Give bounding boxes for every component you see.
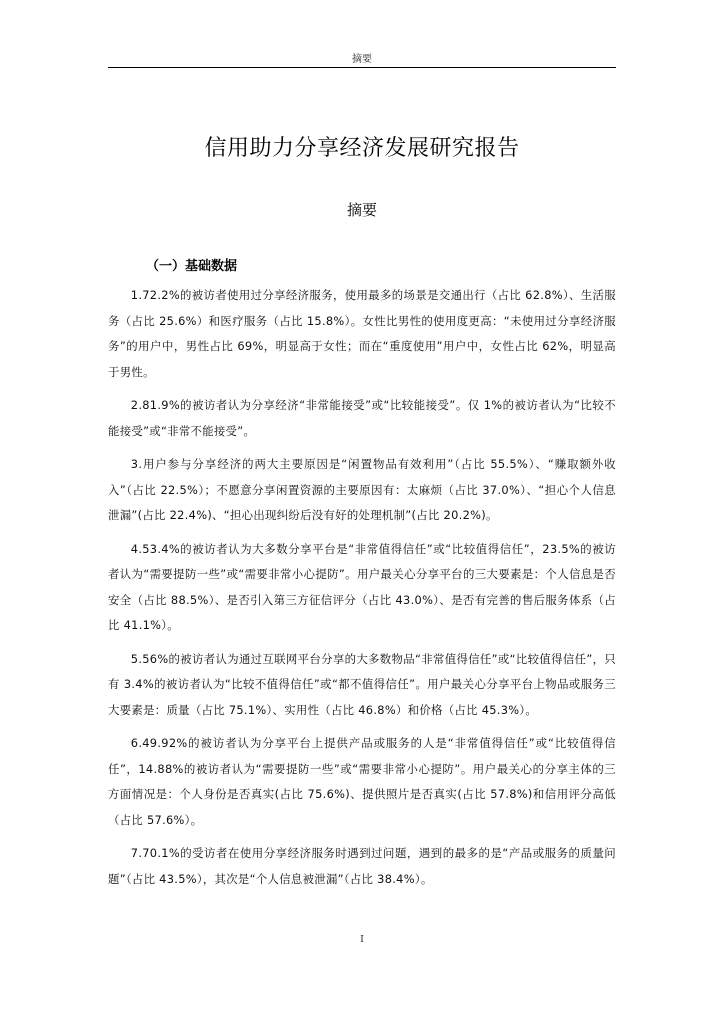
body-text <box>108 283 616 900</box>
header-rule <box>108 67 616 68</box>
paragraph-3: 3.用户参与分享经济的两大主要原因是“闲置物品有效利用”（占比 55.5%）、“赚取额外收入”（占比 22.5%）；不愿意分享闲置资源的主要原因有：太麻烦（占比 37.0%）、“担心个人信息泄漏”(占比 22.4%)、“担心出现纠纷后没有好的处理机制”(占比 20.2%)。 <box>108 457 616 522</box>
document-title: 信用助力分享经济发展研究报告 <box>204 136 520 161</box>
abstract-heading: 摘要 <box>346 201 377 219</box>
paragraph-6: 6.49.92%的被访者认为分享平台上提供产品或服务的人是“非常值得信任”或“比较值得信任”，14.88%的被访者认为“需要提防一些”或“需要非常小心提防”。用户最关心的分享主体的三方面情况是：个人身份是否真实(占比 75.6%)、提供照片是否真实(占比 57.8%)和信用评分高低（占比 57.6%）。 <box>108 736 616 827</box>
paragraph-5: 5.56%的被访者认为通过互联网平台分享的大多数物品“非常值得信任”或“比较值得信任”，只有 3.4%的被访者认为“比较不值得信任”或“都不值得信任”。用户最关心分享平台上物品或服务三大要素是：质量（占比 75.1%）、实用性（占比 46.8%）和价格（占比 45.3%）。 <box>108 651 616 717</box>
paragraph-2: 2.81.9%的被访者认为分享经济“非常能接受”或“比较能接受”。仅 1%的被访者认为“比较不能接受”或“非常不能接受”。 <box>108 398 616 438</box>
page-number: I <box>360 935 364 945</box>
paragraph-4: 4.53.4%的被访者认为大多数分享平台是“非常值得信任”或“比较值得信任”，23.5%的被访者认为“需要提防一些”或“需要非常小心提防”。用户最关心分享平台的三大要素是：个人信息是否安全（占比 88.5%）、是否引入第三方征信评分（占比 43.0%）、是否有完善的售后服务体系（占比 41.1%）。 <box>108 541 616 632</box>
paragraph-7: 7.70.1%的受访者在使用分享经济服务时遇到过问题，遇到的最多的是“产品或服务的质量问题”（占比 43.5%），其次是“个人信息被泄漏”（占比 38.4%）。 <box>108 846 616 886</box>
running-header: 摘要 <box>352 54 372 65</box>
section-heading: （一）基础数据 <box>146 259 238 274</box>
paragraph-1: 1.72.2%的被访者使用过分享经济服务，使用最多的场景是交通出行（占比 62.8%）、生活服务（占比 25.6%）和医疗服务（占比 15.8%）。女性比男性的使用度更高：“未使用过分享经济服务”的用户中，男性占比 69%，明显高于女性；而在“重度使用”用户中，女性占比 62%，明显高于男性。 <box>108 288 616 379</box>
